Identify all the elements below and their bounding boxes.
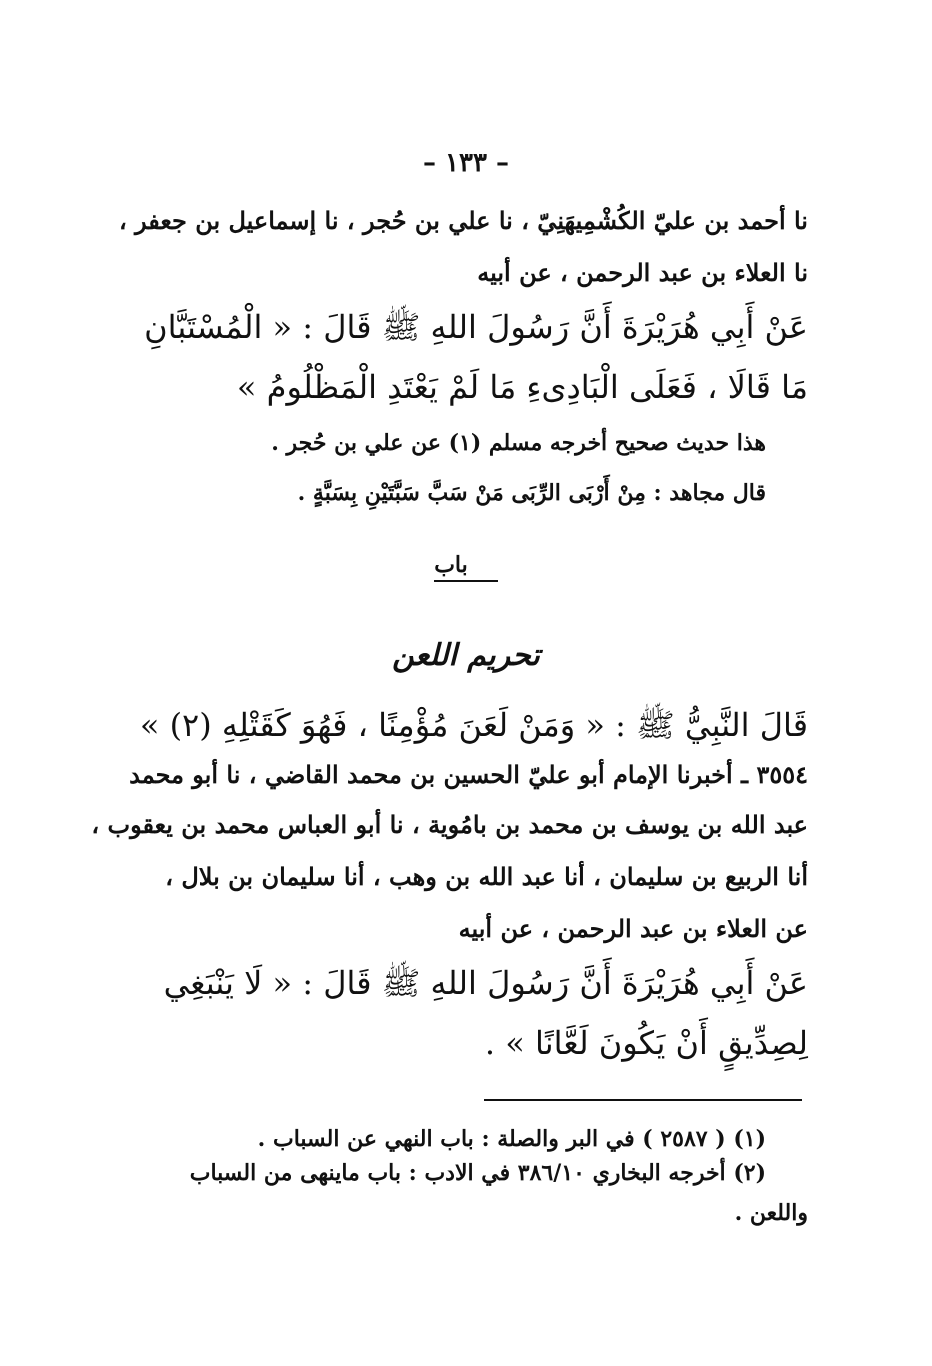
note-line: هذا حديث صحيح أخرجه مسلم (١) عن علي بن حُجر . <box>271 430 766 456</box>
note-line: قال مجاهد : مِنْ أَرْبَى الرِّبَى مَنْ سَبَّ سَبَّتَيْنِ بِسَبَّةٍ . <box>297 480 766 506</box>
isnad-line: أنا الربيع بن سليمان ، أنا عبد الله بن وهب ، أنا سليمان بن بلال ، <box>165 862 808 891</box>
footnote-1: (١) ( ٢٥٨٧ ) في البر والصلة : باب النهي عن السباب . <box>257 1126 766 1152</box>
isnad-line: نا العلاء بن عبد الرحمن ، عن أبيه <box>477 258 808 287</box>
bab-label: باب <box>434 552 498 582</box>
matn-line: عَنْ أَبِي هُرَيْرَةَ أَنَّ رَسُولَ اللهِ ﷺ قَالَ : « لَا يَنْبَغِي <box>163 964 808 1002</box>
isnad-line: نا أحمد بن عليّ الكُشْمِيهَنِيّ ، نا علي بن حُجر ، نا إسماعيل بن جعفر ، <box>118 206 808 235</box>
bab-heading <box>0 552 932 582</box>
footnote-2-continued: واللعن . <box>734 1200 808 1226</box>
chapter-title: تحريم اللعن <box>392 638 540 673</box>
matn-line: لِصِدِّيقٍ أَنْ يَكُونَ لَعَّانًا » . <box>484 1024 808 1062</box>
isnad-line: عبد الله بن يوسف بن محمد بن بامُوية ، نا أبو العباس محمد بن يعقوب ، <box>91 810 808 839</box>
isnad-line: ٣٥٥٤ ـ أخبرنا الإمام أبو عليّ الحسين بن محمد القاضي ، نا أبو محمد <box>129 760 808 789</box>
isnad-line: عن العلاء بن عبد الرحمن ، عن أبيه <box>458 914 808 943</box>
footnote-divider <box>484 1099 802 1101</box>
matn-line: عَنْ أَبِي هُرَيْرَةَ أَنَّ رَسُولَ اللهِ ﷺ قَالَ : « الْمُسْتَبَّانِ <box>144 308 808 346</box>
matn-line: مَا قَالَا ، فَعَلَى الْبَادِىءِ مَا لَمْ يَعْتَدِ الْمَظْلُومُ » <box>236 368 808 406</box>
footnote-2: (٢) أخرجه البخاري ٣٨٦/١٠ في الادب : باب ماينهى من السباب <box>189 1160 766 1186</box>
page-number: – ١٣٣ – <box>422 148 510 178</box>
hadith-line: قَالَ النَّبِيُّ ﷺ : « وَمَنْ لَعَنَ مُؤْمِنًا ، فَهُوَ كَقَتْلِهِ (٢) » <box>139 706 808 744</box>
